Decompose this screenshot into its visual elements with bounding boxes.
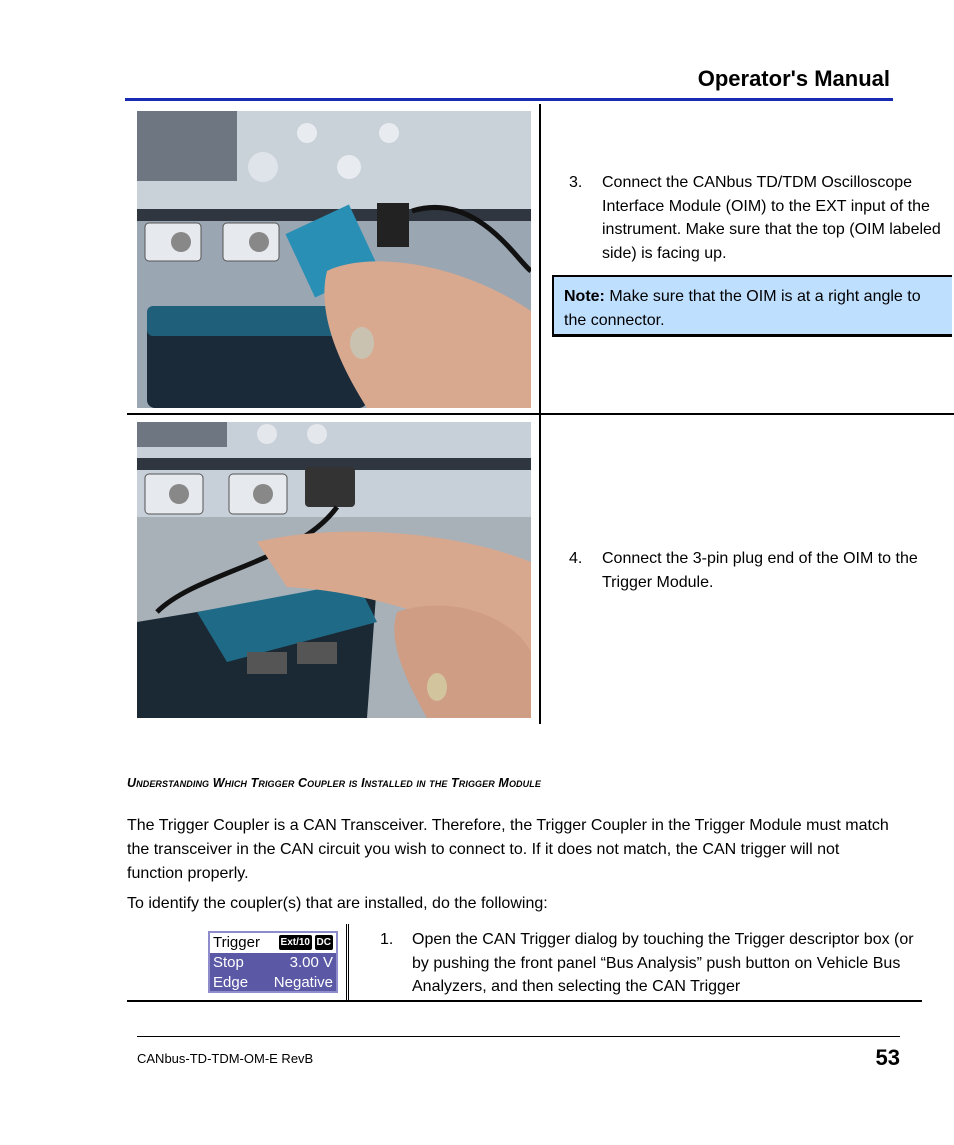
trigger-mode-label: Stop [213,954,244,971]
trigger-badge-dc: DC [316,937,331,948]
bottom-table-divider-horizontal [127,1000,922,1002]
step-text: Open the CAN Trigger dialog by touching the Trigger descriptor box (or by pushing the front panel “Bus Analysis” push button on Vehicle Bus Analyzers, and then selecting the CAN Trigger [412,931,914,995]
trigger-descriptor-box [208,931,338,993]
trigger-level-value: 3.00 V [289,954,333,971]
page-header-title: Operator's Manual [697,66,890,91]
step-number: 4. [569,550,583,567]
footer-doc-id: CANbus-TD-TDM-OM-E RevB [137,1051,314,1066]
step-number: 3. [569,174,583,191]
footer-rule [137,1036,900,1037]
trigger-slope-value: Negative [273,974,333,991]
step-number: 1. [380,931,394,948]
trigger-type-label: Edge [213,974,249,991]
trigger-badge-ext: Ext/10 [280,937,310,948]
bottom-table-divider-vertical [346,924,349,1001]
header-rule [125,98,893,101]
paragraph-trigger-coupler: The Trigger Coupler is a CAN Transceiver. Therefore, the Trigger Coupler in the Trigger Module must match the transceiver in the CAN circuit you wish to connect to. If it does not match, the CAN trigger will not function properly. [127,817,889,882]
page-number: 53 [875,1045,900,1070]
trigger-title: Trigger [213,934,260,951]
table-divider-horizontal [127,413,954,415]
note-text: Make sure that the OIM is at a right angle to the connector. [564,288,921,329]
photo-oim-connect-ext [137,111,531,408]
note-label: Note: [564,288,605,305]
note-box [552,275,952,337]
step-text: Connect the 3-pin plug end of the OIM to the Trigger Module. [602,550,918,591]
photo-oim-connect-trigger-module [137,422,531,718]
paragraph-identify-coupler: To identify the coupler(s) that are installed, do the following: [127,895,548,912]
section-heading: Understanding Which Trigger Coupler is Installed in the Trigger Module [127,776,541,790]
step-text: Connect the CANbus TD/TDM Oscilloscope Interface Module (OIM) to the EXT input of the instrument. Make sure that the top (OIM labeled side) is facing up. [602,174,941,262]
